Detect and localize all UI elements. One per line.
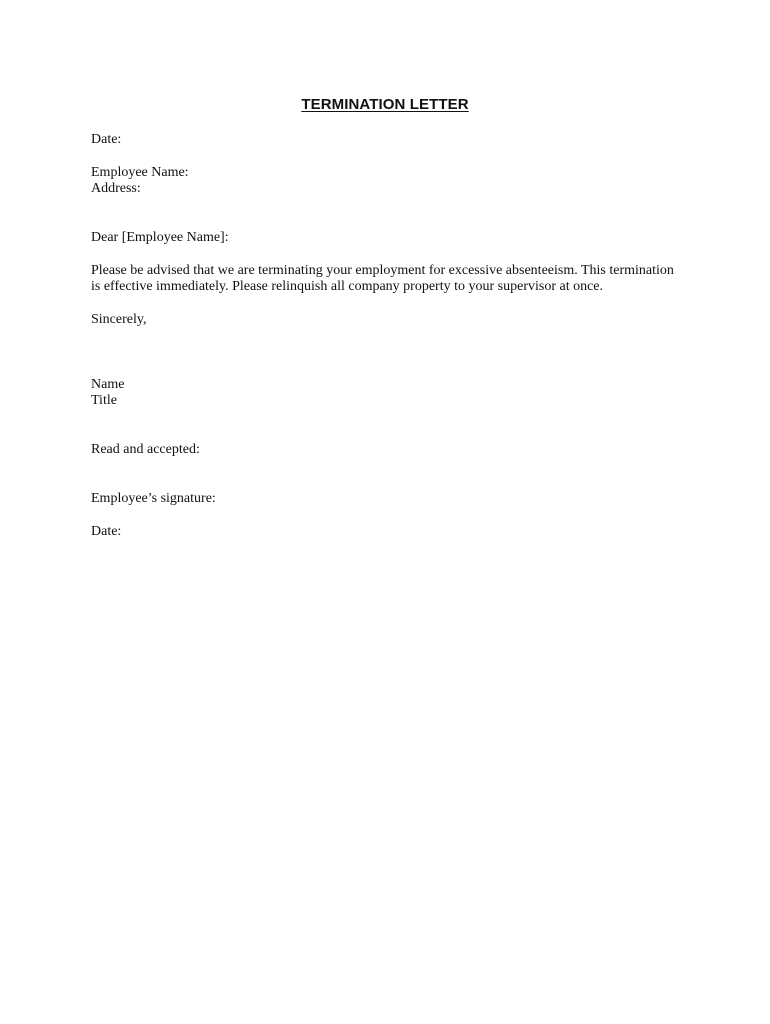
employee-name-label: Employee Name: <box>91 165 189 180</box>
employee-date-label: Date: <box>91 524 122 539</box>
body-line-2: is effective immediately. Please relinquish all company property to your supervisor at once. <box>91 279 604 294</box>
salutation: Dear [Employee Name]: <box>91 230 229 245</box>
closing: Sincerely, <box>91 312 147 327</box>
employee-signature-label: Employee’s signature: <box>91 491 216 506</box>
body-line-1: Please be advised that we are terminating your employment for excessive absenteeism. This termination <box>91 263 674 278</box>
signer-title: Title <box>91 393 117 408</box>
read-and-accepted: Read and accepted: <box>91 442 200 457</box>
letter-title: TERMINATION LETTER <box>301 96 469 113</box>
signer-name: Name <box>91 377 125 392</box>
date-label: Date: <box>91 132 122 147</box>
address-label: Address: <box>91 181 141 196</box>
